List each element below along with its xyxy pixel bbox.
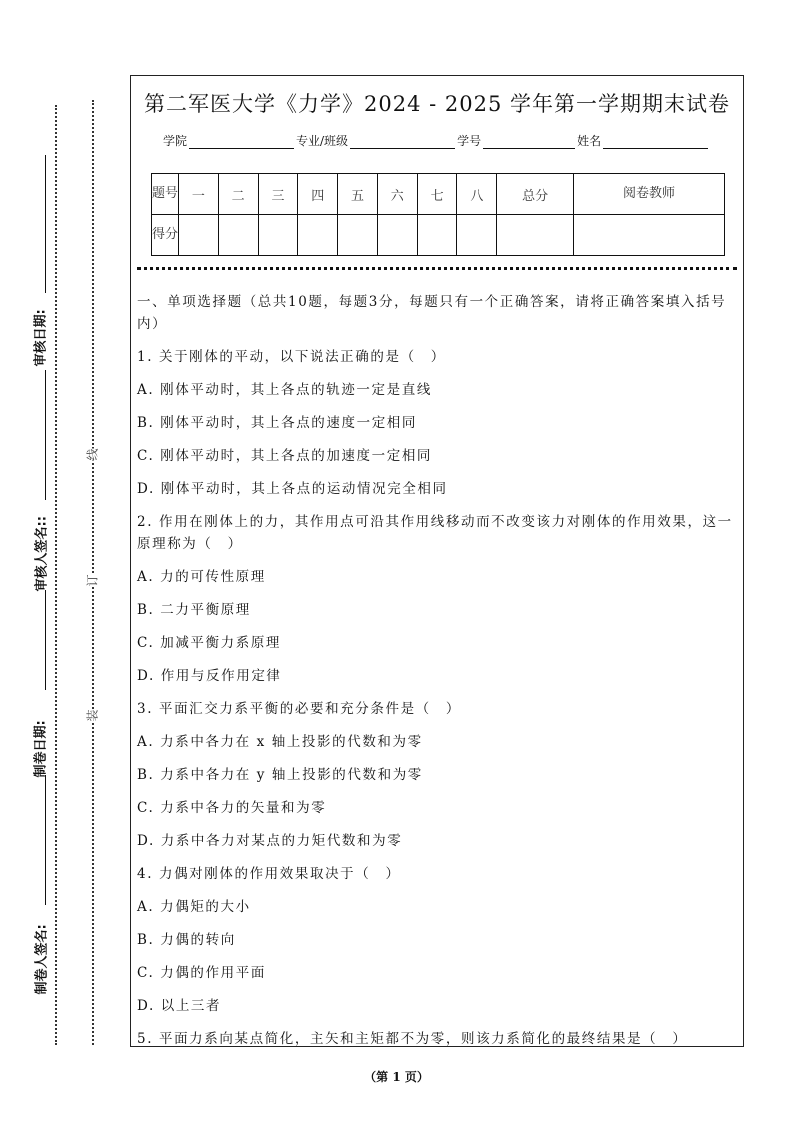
option: B. 力偶的转向 [137,932,236,948]
option: A. 刚体平动时，其上各点的轨迹一定是直线 [137,382,432,398]
score-cell[interactable] [218,215,258,256]
preparer-signature-line [45,775,46,905]
option: C. 力系中各力的矢量和为零 [137,800,327,816]
col-7: 七 [417,174,457,215]
page-number: （第 1 页） [364,1070,429,1084]
option: A. 力系中各力在 x 轴上投影的代数和为零 [137,734,423,750]
cut-mark-staple: 装 [85,709,100,722]
exam-paper-frame [130,75,744,1047]
score-header: 得分 [152,215,179,256]
option: B. 刚体平动时，其上各点的速度一定相同 [137,415,418,431]
student-info-row [163,132,710,149]
col-8: 八 [457,174,497,215]
section-heading: 一、单项选择题（总共10题，每题3分，每题只有一个正确答案，请将正确答案填入括号内） [137,294,727,332]
prep-date-label: 制卷日期: [33,720,49,778]
exam-title: 第二军医大学《力学》2024 - 2025 学年第一学期期末试卷 [143,92,730,116]
option: D. 以上三者 [137,998,222,1014]
question: 2. 作用在刚体上的力，其作用点可沿其作用线移动而不改变该力对刚体的作用效果，这一原理称为（ ） [137,514,733,552]
question: 5. 平面力系向某点简化，主矢和主矩都不为零，则该力系简化的最终结果是（ ） [137,1031,688,1047]
section-divider [137,267,737,270]
col-2: 二 [218,174,258,215]
student-id-field[interactable] [483,134,575,149]
col-6: 六 [377,174,417,215]
name-field[interactable] [603,134,708,149]
score-cell[interactable] [457,215,497,256]
col-grader: 阅卷教师 [574,174,725,215]
col-3: 三 [258,174,298,215]
student-id-label: 学号 [457,134,482,148]
question: 4. 力偶对刚体的作用效果取决于（ ） [137,866,401,882]
cut-mark-line: 线 [85,448,100,461]
binding-dotted-line-outer [55,105,57,1045]
review-date-label: 审核日期: [33,309,49,367]
option: D. 力系中各力对某点的力矩代数和为零 [137,833,403,849]
college-label: 学院 [163,134,188,148]
prep-date-line [45,590,46,690]
score-cell[interactable] [298,215,338,256]
preparer-signature-label: 制卷人签名: [34,924,50,995]
option: D. 刚体平动时，其上各点的运动情况完全相同 [137,481,448,497]
review-date-line [45,155,46,293]
option: A. 力的可传性原理 [137,569,266,585]
questions-section [137,291,735,1061]
score-cell[interactable] [258,215,298,256]
option: C. 加减平衡力系原理 [137,635,282,651]
cut-mark-bind: 订 [85,574,100,587]
score-table-score-row [152,215,725,256]
option: C. 刚体平动时，其上各点的加速度一定相同 [137,448,433,464]
score-cell[interactable] [377,215,417,256]
score-cell[interactable] [417,215,457,256]
score-cell[interactable] [574,215,725,256]
binding-dotted-line-inner [92,100,94,1045]
major-class-label: 专业/班级 [296,134,349,148]
name-label: 姓名 [577,134,602,148]
major-class-field[interactable] [350,134,455,149]
col-1: 一 [179,174,219,215]
option: A. 力偶矩的大小 [137,899,251,915]
question-number-header: 题号 [152,174,179,215]
question: 3. 平面汇交力系平衡的必要和充分条件是（ ） [137,701,461,717]
option: B. 二力平衡原理 [137,602,251,618]
option: D. 作用与反作用定律 [137,668,282,684]
reviewer-signature-line [45,370,46,500]
col-5: 五 [338,174,378,215]
college-field[interactable] [189,134,294,149]
option: C. 力偶的作用平面 [137,965,266,981]
score-cell[interactable] [338,215,378,256]
score-cell[interactable] [497,215,574,256]
option: B. 力系中各力在 y 轴上投影的代数和为零 [137,767,423,783]
score-cell[interactable] [179,215,219,256]
col-total: 总分 [497,174,574,215]
question: 1. 关于刚体的平动，以下说法正确的是（ ） [137,349,446,365]
score-table-header-row [152,174,725,215]
score-table [151,173,725,256]
reviewer-signature-label: 审核人签名:: [34,516,50,592]
col-4: 四 [298,174,338,215]
